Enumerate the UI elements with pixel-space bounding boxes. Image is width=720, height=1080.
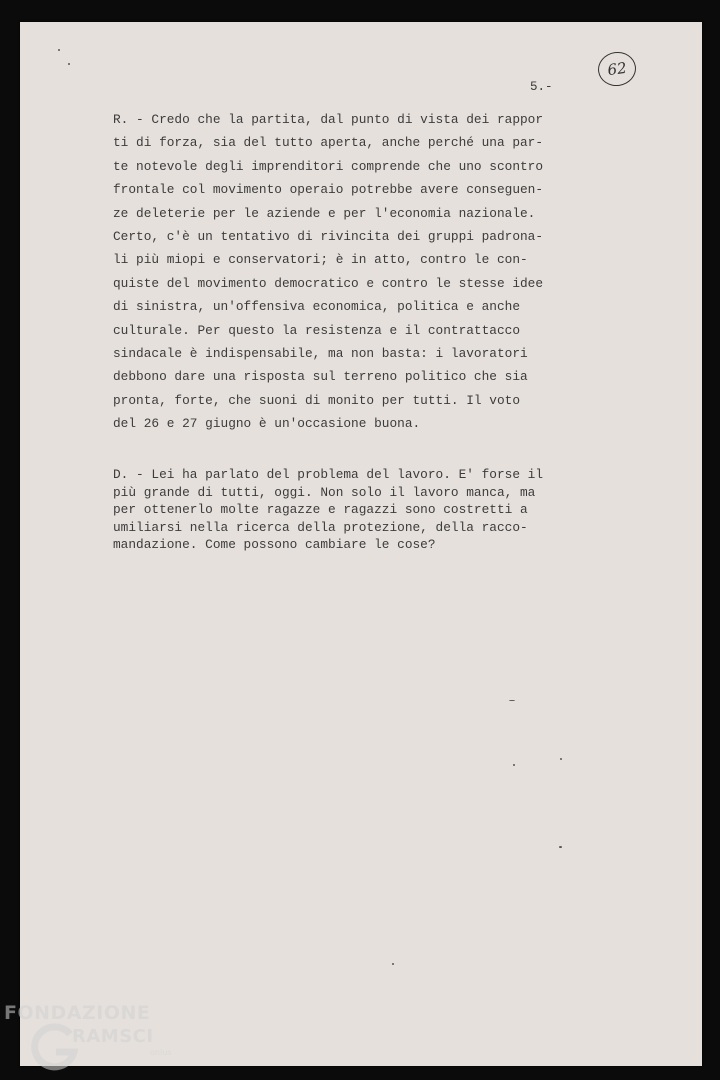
text-line: Certo, c'è un tentativo di rivincita dei gruppi padrona- — [113, 228, 544, 244]
text-line: culturale. Per questo la resistenza e il contrattacco — [113, 322, 521, 338]
paper-speck — [58, 49, 60, 51]
watermark-line2: RAMSCI — [72, 1026, 154, 1047]
text-line: per ottenerlo molte ragazze e ragazzi sono costretti a — [113, 502, 528, 517]
question-paragraph — [113, 466, 543, 554]
text-line: sindacale è indispensabile, ma non basta: i lavoratori — [113, 345, 528, 361]
text-line: te notevole degli imprenditori comprende che uno scontro — [113, 158, 544, 174]
text-line: R. - Credo che la partita, dal punto di vista dei rappor — [113, 112, 544, 127]
fondazione-gramsci-watermark — [4, 1000, 204, 1076]
text-line: ti di forza, sia del tutto aperta, anche perché una par- — [113, 135, 544, 151]
paper-speck — [68, 63, 70, 65]
text-line: più grande di tutti, oggi. Non solo il lavoro manca, ma — [113, 484, 536, 500]
paper-speck — [509, 700, 515, 701]
paper-speck — [392, 963, 394, 965]
gramsci-g-logo-icon — [30, 1022, 78, 1072]
watermark-line1: FONDAZIONE — [4, 1002, 151, 1024]
paper-speck — [560, 758, 562, 760]
page-number: 5.- — [530, 80, 553, 94]
text-line: quiste del movimento democratico e contro le stesse idee — [113, 275, 544, 291]
text-line: pronta, forte, che suoni di monito per tutti. Il voto — [113, 392, 521, 408]
paper-speck — [513, 764, 515, 766]
text-line: D. - Lei ha parlato del problema del lavoro. E' forse il — [113, 467, 544, 482]
text-line: del 26 e 27 giugno è un'occasione buona. — [113, 416, 421, 432]
text-line: ze deleterie per le aziende e per l'economia nazionale. — [113, 205, 536, 221]
text-line: frontale col movimento operaio potrebbe avere conseguen- — [113, 182, 544, 198]
stamp-number: 62 — [606, 58, 628, 80]
answer-paragraph — [113, 108, 543, 435]
paper-speck — [559, 846, 562, 848]
watermark-sub: onlus — [150, 1048, 172, 1057]
text-line: debbono dare una risposta sul terreno politico che sia — [113, 369, 528, 385]
text-line: li più miopi e conservatori; è in atto, contro le con- — [113, 252, 528, 268]
text-line: di sinistra, un'offensiva economica, politica e anche — [113, 299, 521, 315]
text-line: mandazione. Come possono cambiare le cose? — [113, 537, 436, 552]
text-line: umiliarsi nella ricerca della protezione, della racco- — [113, 519, 528, 535]
